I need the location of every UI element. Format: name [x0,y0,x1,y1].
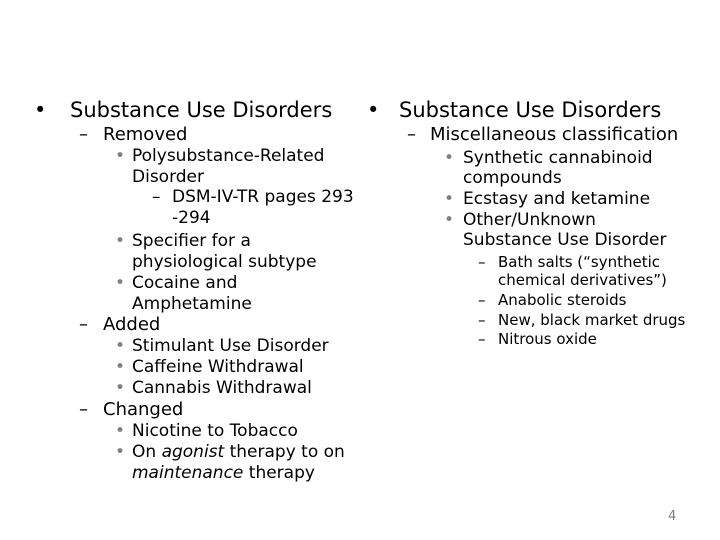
right-column [360,0,720,540]
dash-icon: – [79,399,88,420]
left-heading: Substance Use Disorders [70,98,333,122]
bullet-icon: • [34,98,47,122]
subitem-3: New, black market drugs [498,311,686,329]
subitem-1-line-2: chemical derivatives”) [498,271,667,289]
dash-icon: – [478,311,486,329]
bullet-icon: • [115,442,126,462]
bullet-icon: • [115,273,126,293]
removed-sub-line-1: DSM-IV-TR pages 293 [172,187,354,207]
changed-item-2-post: therapy [243,463,315,483]
bullet-icon: • [367,98,380,122]
added-item: Caffeine Withdrawal [132,357,304,377]
bullet-icon: • [444,148,455,168]
removed-item-2-line-1: Specifier for a [132,231,251,251]
bullet-icon: • [115,421,126,441]
removed-label: Removed [103,124,188,145]
bullet-icon: • [115,357,126,377]
misc-item-3-line-1: Other/Unknown [463,210,596,230]
dash-icon: – [152,187,161,207]
changed-item-2-line-2 [132,463,315,483]
subitem-2: Anabolic steroids [498,291,627,309]
misc-item-3-line-2: Substance Use Disorder [463,230,667,250]
page-number: 4 [668,509,677,524]
dash-icon: – [478,253,486,271]
bullet-icon: • [115,378,126,398]
misc-label: Miscellaneous classification [430,124,679,145]
added-item: Cannabis Withdrawal [132,378,312,398]
right-heading: Substance Use Disorders [399,98,662,122]
dash-icon: – [478,330,486,348]
changed-item-2-line-1 [132,442,345,462]
bullet-icon: • [115,231,126,251]
changed-item-2-pre: On [132,442,162,462]
removed-item-1-line-1: Polysubstance-Related [132,146,325,166]
changed-item-1: Nicotine to Tobacco [132,421,298,441]
subitem-1-line-1: Bath salts (“synthetic [498,253,661,271]
bullet-icon: • [115,146,126,166]
dash-icon: – [407,124,416,145]
added-label: Added [103,314,161,335]
removed-sub-line-2: -294 [172,208,211,228]
removed-item-3-line-2: Amphetamine [132,294,252,314]
removed-item-2-line-2: physiological subtype [132,252,317,272]
dash-icon: – [79,314,88,335]
changed-item-2-em-maintenance: maintenance [132,463,244,483]
removed-item-3-line-1: Cocaine and [132,273,238,293]
bullet-icon: • [444,189,455,209]
changed-item-2-em-agonist: agonist [161,442,225,462]
removed-item-1-line-2: Disorder [132,167,205,187]
dash-icon: – [79,124,88,145]
misc-item-1-line-2: compounds [463,168,562,188]
changed-item-2-mid: therapy to on [224,442,345,462]
dash-icon: – [478,291,486,309]
misc-item-1-line-1: Synthetic cannabinoid [463,148,653,168]
changed-label: Changed [103,399,184,420]
bullet-icon: • [444,210,455,230]
added-item: Stimulant Use Disorder [132,336,329,356]
misc-item-2: Ecstasy and ketamine [463,189,651,209]
subitem-4: Nitrous oxide [498,330,597,348]
bullet-icon: • [115,336,126,356]
